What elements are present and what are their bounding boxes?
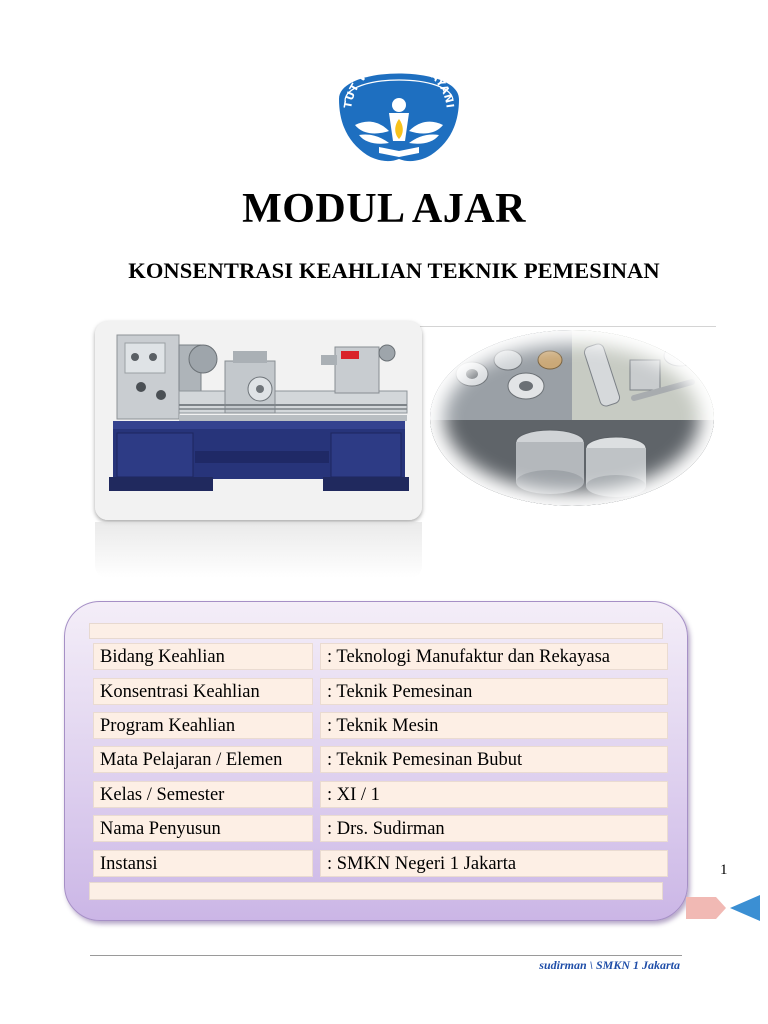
row-label-mata-pelajaran: Mata Pelajaran / Elemen bbox=[93, 746, 313, 773]
row-label-instansi: Instansi bbox=[93, 850, 313, 877]
table-bottom-bar bbox=[89, 882, 663, 900]
machined-parts-image bbox=[430, 330, 714, 506]
page-subtitle: KONSENTRASI KEAHLIAN TEKNIK PEMESINAN bbox=[128, 258, 660, 283]
row-label-program-keahlian: Program Keahlian bbox=[93, 712, 313, 739]
page-corner-decoration bbox=[686, 893, 760, 923]
lathe-icon bbox=[95, 321, 422, 520]
logo-emblem-icon bbox=[331, 55, 467, 167]
top-divider bbox=[420, 326, 716, 327]
footer-author: sudirman \ SMKN 1 Jakarta bbox=[539, 958, 680, 972]
page-title: MODUL AJAR bbox=[242, 186, 526, 232]
lathe-image-reflection bbox=[95, 522, 422, 578]
tut-wuri-handayani-logo bbox=[331, 55, 467, 167]
corner-ribbon-icon bbox=[686, 893, 760, 923]
row-value-bidang-keahlian: : Teknologi Manufaktur dan Rekayasa bbox=[320, 643, 668, 670]
lathe-machine-image bbox=[95, 321, 422, 520]
row-label-nama-penyusun: Nama Penyusun bbox=[93, 815, 313, 842]
row-label-kelas-semester: Kelas / Semester bbox=[93, 781, 313, 808]
row-value-nama-penyusun: : Drs. Sudirman bbox=[320, 815, 668, 842]
row-value-instansi: : SMKN Negeri 1 Jakarta bbox=[320, 850, 668, 877]
row-value-program-keahlian: : Teknik Mesin bbox=[320, 712, 668, 739]
table-top-bar bbox=[89, 623, 663, 639]
oval-fade-overlay bbox=[430, 330, 714, 506]
row-label-bidang-keahlian: Bidang Keahlian bbox=[93, 643, 313, 670]
logo-motto: TUT WURI HANDAYANI bbox=[342, 55, 456, 110]
row-label-konsentrasi-keahlian: Konsentrasi Keahlian bbox=[93, 678, 313, 705]
row-value-konsentrasi-keahlian: : Teknik Pemesinan bbox=[320, 678, 668, 705]
row-value-mata-pelajaran: : Teknik Pemesinan Bubut bbox=[320, 746, 668, 773]
footer-divider bbox=[90, 955, 682, 956]
page-number: 1 bbox=[720, 862, 728, 878]
row-value-kelas-semester: : XI / 1 bbox=[320, 781, 668, 808]
